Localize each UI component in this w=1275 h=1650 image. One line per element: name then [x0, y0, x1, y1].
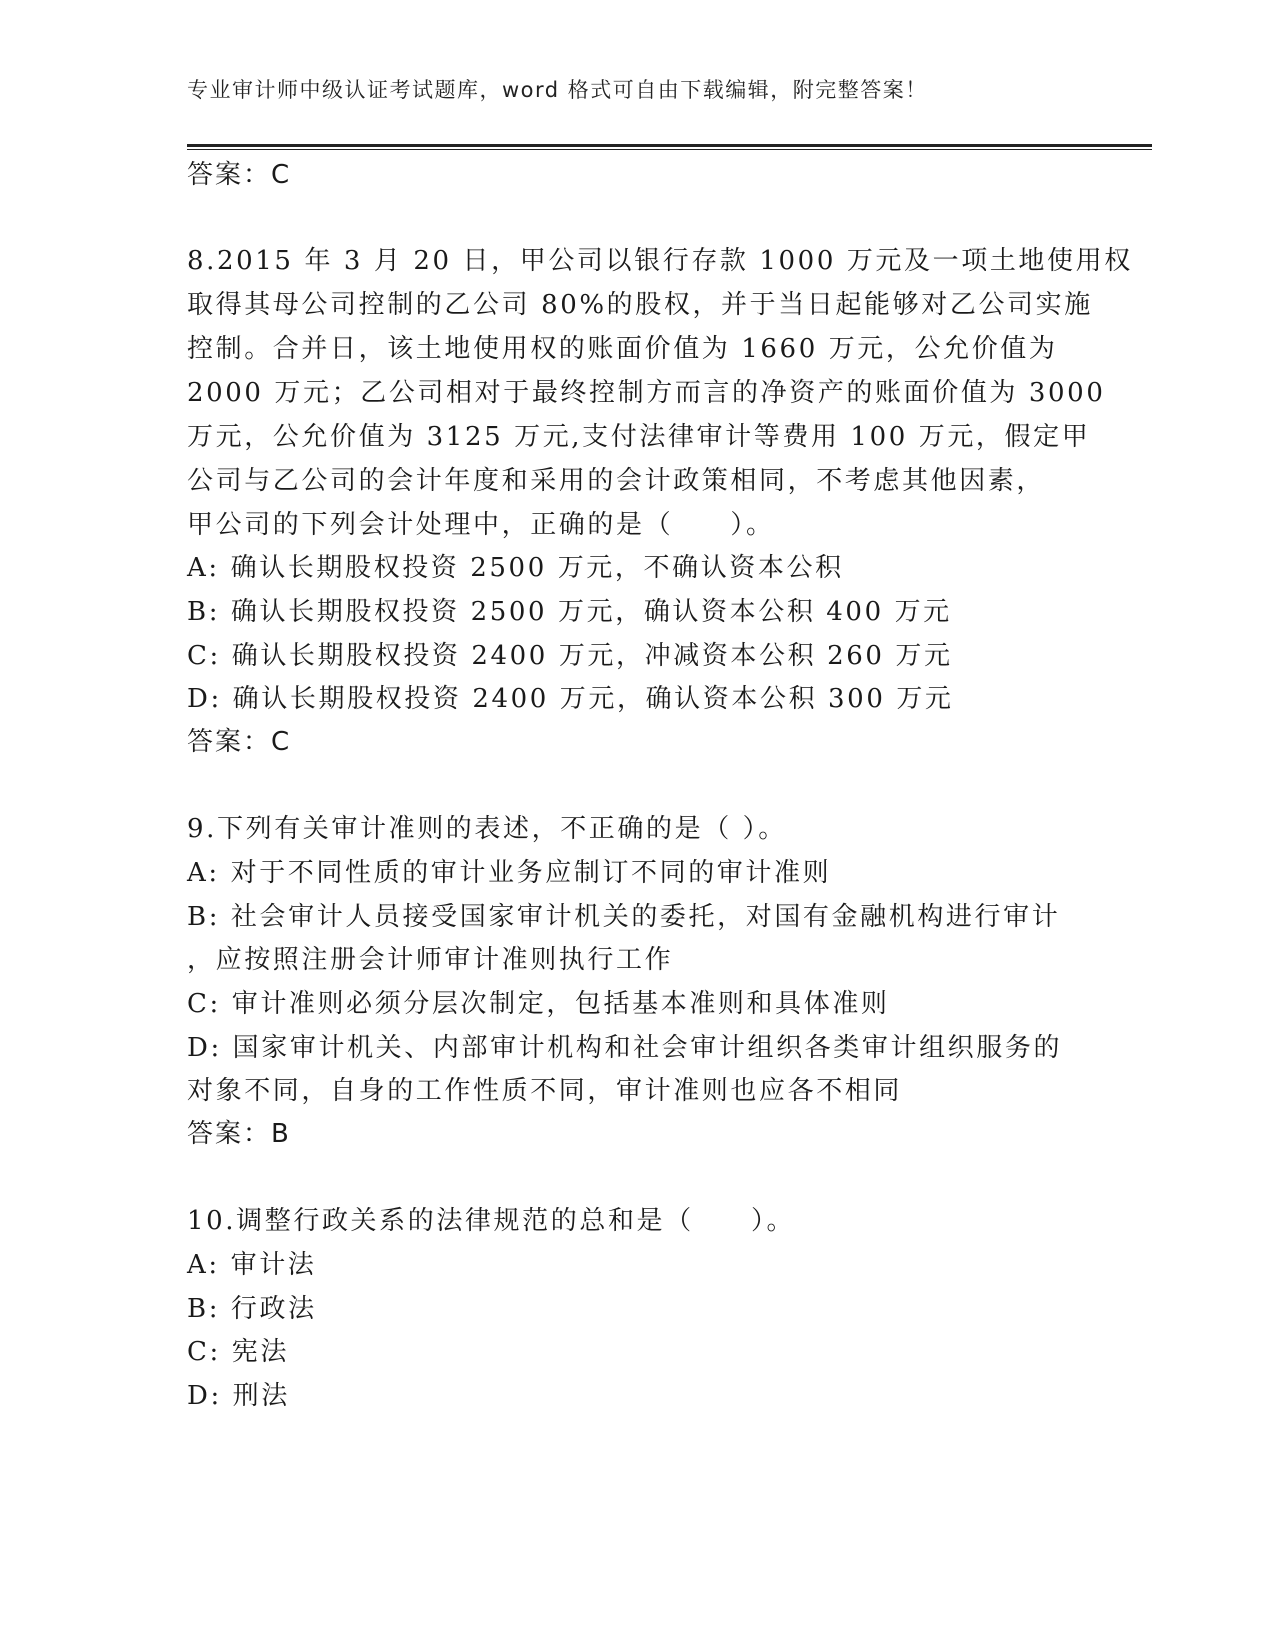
q8-stem-line: 甲公司的下列会计处理中，正确的是（ ）。 [187, 510, 775, 540]
q9-answer: 答案：B [187, 1119, 291, 1149]
q9-option-d: D: 国家审计机关、内部审计机构和社会审计组织各类审计组织服务的 [187, 1033, 1063, 1063]
header-rule-thin [187, 149, 1152, 150]
q9-stem-line: 9.下列有关审计准则的表述，不正确的是（ ）。 [187, 814, 787, 844]
q9-option-c: C: 审计准则必须分层次制定，包括基本准则和具体准则 [187, 989, 890, 1019]
q8-option-b: B: 确认长期股权投资 2500 万元，确认资本公积 400 万元 [187, 597, 952, 627]
header-rule-thick [187, 144, 1152, 147]
q8-stem-line: 取得其母公司控制的乙公司 80%的股权，并于当日起能够对乙公司实施 [187, 290, 1093, 320]
q8-stem-line: 公司与乙公司的会计年度和采用的会计政策相同，不考虑其他因素， [187, 466, 1046, 496]
q9-option-d-cont: 对象不同，自身的工作性质不同，审计准则也应各不相同 [187, 1076, 903, 1106]
answer-prev: 答案：C [187, 160, 292, 190]
page-header: 专业审计师中级认证考试题库，word 格式可自由下载编辑，附完整答案！ [187, 78, 928, 102]
q9-option-b: B: 社会审计人员接受国家审计机关的委托，对国有金融机构进行审计 [187, 902, 1061, 932]
q8-stem-line: 8.2015 年 3 月 20 日，甲公司以银行存款 1000 万元及一项土地使用权 [187, 246, 1133, 276]
q8-option-a: A: 确认长期股权投资 2500 万元，不确认资本公积 [187, 553, 844, 583]
q9-option-a: A: 对于不同性质的审计业务应制订不同的审计准则 [187, 858, 832, 888]
q10-option-a: A: 审计法 [187, 1250, 317, 1280]
q8-answer: 答案：C [187, 727, 292, 757]
q10-stem-line: 10.调整行政关系的法律规范的总和是（ ）。 [187, 1206, 796, 1236]
q10-option-d: D: 刑法 [187, 1381, 290, 1411]
q8-stem-line: 控制。合并日，该土地使用权的账面价值为 1660 万元，公允价值为 [187, 334, 1058, 364]
q9-option-b-cont: ，应按照注册会计师审计准则执行工作 [187, 945, 674, 975]
q8-stem-line: 2000 万元；乙公司相对于最终控制方而言的净资产的账面价值为 3000 [187, 378, 1106, 408]
q10-option-c: C: 宪法 [187, 1337, 289, 1367]
q8-option-d: D: 确认长期股权投资 2400 万元，确认资本公积 300 万元 [187, 684, 954, 714]
q10-option-b: B: 行政法 [187, 1294, 317, 1324]
q8-stem-line: 万元，公允价值为 3125 万元,支付法律审计等费用 100 万元，假定甲 [187, 422, 1091, 452]
q8-option-c: C: 确认长期股权投资 2400 万元，冲减资本公积 260 万元 [187, 641, 953, 671]
